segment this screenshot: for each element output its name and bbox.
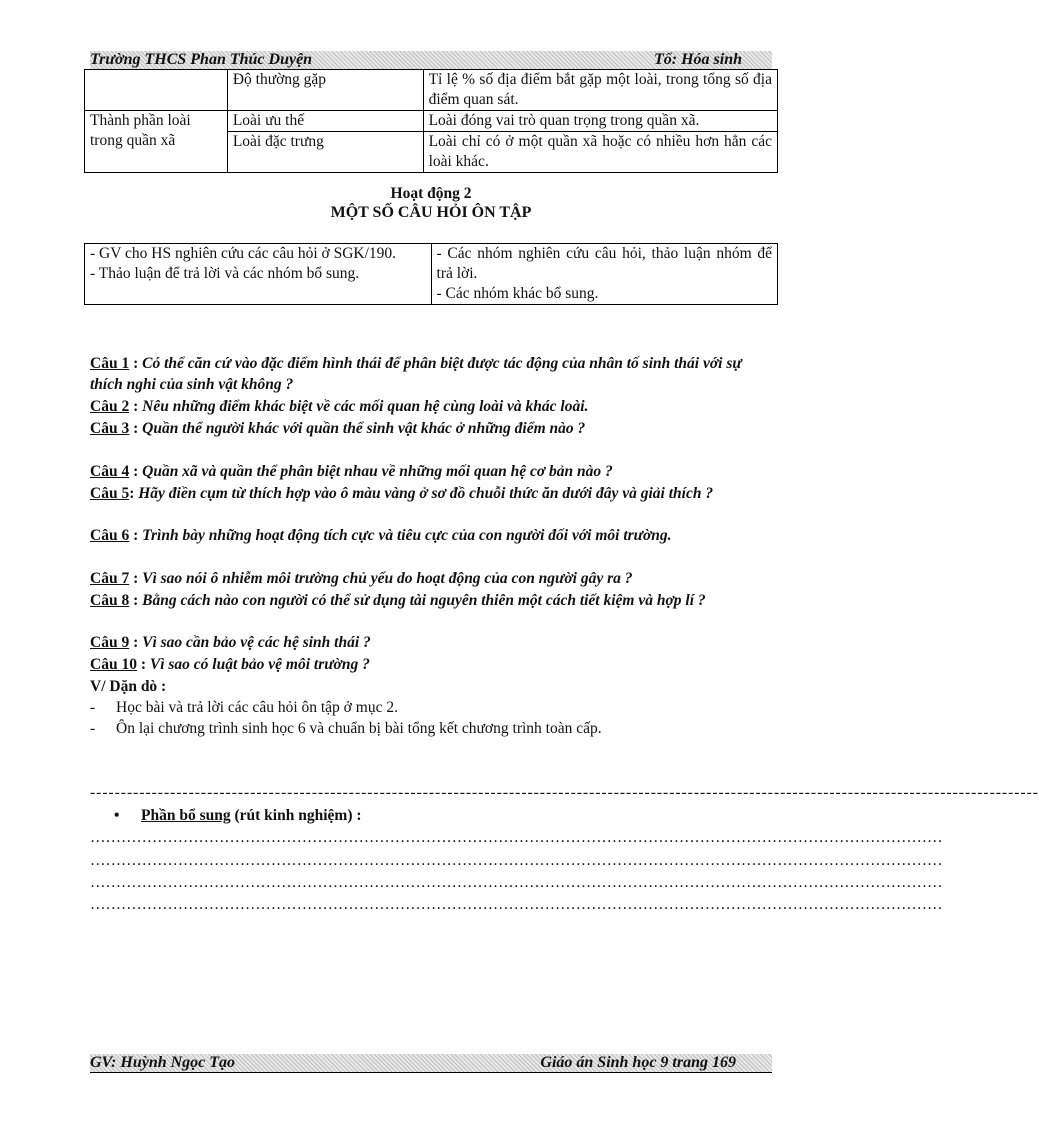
school-name: Trường THCS Phan Thúc Duyện	[90, 51, 313, 68]
question-5: Câu 5: Hãy điền cụm từ thích hợp vào ô màu vàng ở sơ đồ chuỗi thức ăn dưới đây và giải thích ?	[90, 485, 714, 502]
table-row	[85, 244, 778, 305]
list-item: - Học bài và trả lời các câu hỏi ôn tập ở mục 2.	[90, 699, 398, 716]
note-line: …………………………………………………………………………………………………………………………………………………	[90, 852, 943, 869]
activity-subtitle: MỘT SỐ CÂU HỎI ÔN TẬP	[330, 204, 532, 221]
question-8: Câu 8 : Bằng cách nào con người có thể sử dụng tài nguyên thiên một cách tiết kiệm và hợp lí ?	[90, 592, 706, 609]
table-cell: Loài ưu thế	[227, 111, 423, 132]
bullet-icon: •	[114, 807, 120, 824]
student-step: - Các nhóm nghiên cứu câu hỏi, thảo luận nhóm để trả lời.	[436, 245, 772, 282]
question-9: Câu 9 : Vì sao cần bảo vệ các hệ sinh thái ?	[90, 634, 371, 651]
question-10: Câu 10 : Vì sao có luật bảo vệ môi trường ?	[90, 656, 370, 673]
supplement-heading: • Phần bổ sung (rút kinh nghiệm) :	[114, 807, 362, 824]
question-7: Câu 7 : Vì sao nói ô nhiễm môi trường chủ yếu do hoạt động của con người gây ra ?	[90, 570, 633, 587]
teacher-step: - GV cho HS nghiên cứu các câu hỏi ở SGK/190.	[90, 245, 397, 262]
homework-heading: V/ Dặn dò :	[90, 678, 167, 695]
question-3: Câu 3 : Quần thể người khác với quần thể sinh vật khác ở những điểm nào ?	[90, 420, 586, 437]
list-item: - Ôn lại chương trình sinh học 6 và chuẩn bị bài tổng kết chương trình toàn cấp.	[90, 720, 602, 737]
note-line: …………………………………………………………………………………………………………………………………………………	[90, 896, 943, 913]
activity-table	[84, 243, 778, 305]
department-name: Tổ: Hóa sinh	[653, 51, 742, 68]
note-line: …………………………………………………………………………………………………………………………………………………	[90, 874, 943, 891]
student-step: - Các nhóm khác bổ sung.	[436, 285, 599, 302]
table-row	[85, 70, 778, 111]
question-6: Câu 6 : Trình bày những hoạt động tích cực và tiêu cực của con người đối với môi trường.	[90, 527, 672, 544]
species-table	[84, 69, 778, 173]
table-cell: Độ thường gặp	[227, 70, 423, 111]
activity-title: Hoạt động 2	[390, 185, 472, 202]
table-cell: Loài đặc trưng	[227, 132, 423, 173]
table-row	[85, 111, 778, 132]
table-cell: Tỉ lệ % số địa điểm bắt gặp một loài, trong tổng số địa điểm quan sát.	[423, 70, 777, 111]
table-cell: Thành phần loài trong quần xã	[85, 111, 228, 173]
page-number: Giáo án Sinh học 9 trang 169	[540, 1054, 736, 1071]
table-cell: Loài đóng vai trò quan trọng trong quần xã.	[423, 111, 777, 132]
teacher-name: GV: Huỳnh Ngọc Tạo	[90, 1054, 236, 1071]
page-footer	[90, 1054, 772, 1073]
student-column	[431, 244, 777, 305]
separator-line: ----------------------------------------------------------------------------------------------------------------------------------------------------------	[90, 784, 1039, 801]
note-line: …………………………………………………………………………………………………………………………………………………	[90, 829, 943, 846]
page-header	[90, 51, 772, 70]
question-1: Câu 1 : Có thể căn cứ vào đặc điểm hình thái để phân biệt được tác động của nhân tố sinh thái với sự thích nghi của sinh vật không ?	[90, 355, 742, 393]
teacher-column	[85, 244, 432, 305]
question-4: Câu 4 : Quần xã và quần thể phân biệt nhau về những mối quan hệ cơ bản nào ?	[90, 463, 613, 480]
question-2: Câu 2 : Nêu những điểm khác biệt về các mối quan hệ cùng loài và khác loài.	[90, 398, 589, 415]
table-cell: Loài chỉ có ở một quần xã hoặc có nhiều hơn hẳn các loài khác.	[423, 132, 777, 173]
teacher-step: - Thảo luận để trả lời và các nhóm bổ sung.	[90, 265, 360, 282]
